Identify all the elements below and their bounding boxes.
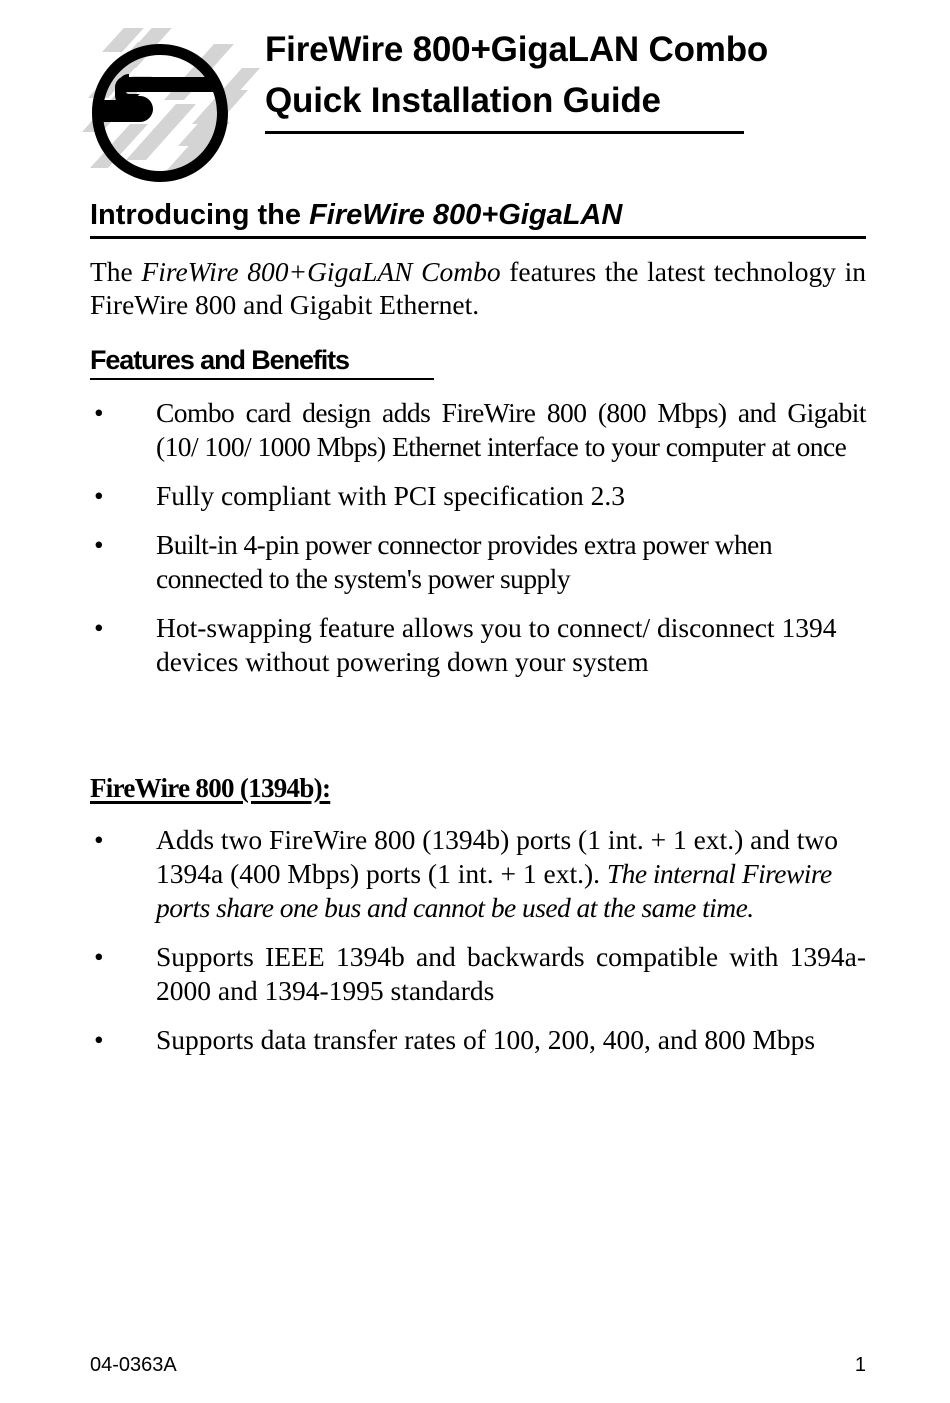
bullet-glyph-icon: •	[94, 480, 104, 511]
siig-logo	[82, 28, 260, 186]
list-item-text: Combo card design adds FireWire 800 (800 Mbps) and Gigabit (10/ 100/ 1000 Mbps) Ethernet interface to your computer at once	[156, 397, 866, 462]
bullet-glyph-icon: •	[94, 1024, 104, 1055]
list-item	[90, 611, 866, 679]
list-item-text: Supports data transfer rates of 100, 200, 400, and 800 Mbps	[156, 1024, 816, 1055]
section-introducing	[90, 198, 866, 239]
section-firewire800	[90, 772, 330, 804]
section-heading-introducing	[90, 198, 866, 232]
list-item	[90, 823, 866, 925]
title-underline-rule	[265, 131, 744, 134]
siig-logo-icon	[82, 28, 260, 186]
intro-paragraph-prefix: The	[90, 256, 142, 287]
list-item-text: Adds two FireWire 800 (1394b) ports (1 int. + 1 ext.) and two 1394a (400 Mbps) ports (1 int. + 1 ext.).	[156, 824, 838, 889]
bullet-glyph-icon: •	[94, 941, 104, 972]
list-item	[90, 396, 866, 464]
document-title-block	[265, 24, 885, 134]
heading-product-name: FireWire 800+GigaLAN	[309, 199, 623, 231]
bullet-glyph-icon: •	[94, 529, 104, 560]
features-bullet-list	[90, 396, 866, 694]
bullet-glyph-icon: •	[94, 824, 104, 855]
section-heading-features-benefits: Features and Benefits	[90, 345, 349, 375]
list-item	[90, 940, 866, 1008]
list-item-text: Hot-swapping feature allows you to connect/ disconnect 1394 devices without powering down your system	[156, 612, 837, 677]
list-item	[90, 479, 866, 513]
list-item	[90, 1023, 866, 1057]
title-line-2: Quick Installation Guide	[265, 81, 661, 120]
title-line-1: FireWire 800+GigaLAN Combo	[265, 30, 769, 69]
section-features-benefits	[90, 345, 434, 380]
list-item-note: The internal Firewire ports share one bus and cannot be used at the same time.	[156, 858, 832, 923]
list-item	[90, 528, 866, 596]
list-item-text: Supports IEEE 1394b and backwards compatible with 1394a-2000 and 1394-1995 standards	[156, 941, 866, 1006]
intro-paragraph	[90, 255, 866, 321]
bullet-glyph-icon: •	[94, 612, 104, 643]
list-item-text: Fully compliant with PCI specification 2.3	[156, 480, 625, 511]
heading-prefix: Introducing the	[90, 199, 310, 231]
page-header	[0, 24, 950, 184]
intro-paragraph-product: FireWire 800+GigaLAN Combo	[141, 256, 501, 287]
intro-paragraph-suffix: features the latest technology in FireWire 800 and Gigabit Ethernet.	[90, 256, 866, 320]
list-item-text: Built-in 4-pin power connector provides extra power when connected to the system's power supply	[156, 529, 773, 594]
document-code: 04-0363A	[90, 1354, 177, 1376]
firewire-bullet-list	[90, 823, 866, 1072]
introducing-underline-rule	[90, 236, 866, 239]
features-underline-rule	[90, 378, 434, 380]
page-number: 1	[854, 1354, 866, 1376]
bullet-glyph-icon: •	[94, 397, 104, 428]
section-heading-firewire800: FireWire 800 (1394b):	[90, 773, 331, 803]
page-footer	[90, 1352, 866, 1382]
